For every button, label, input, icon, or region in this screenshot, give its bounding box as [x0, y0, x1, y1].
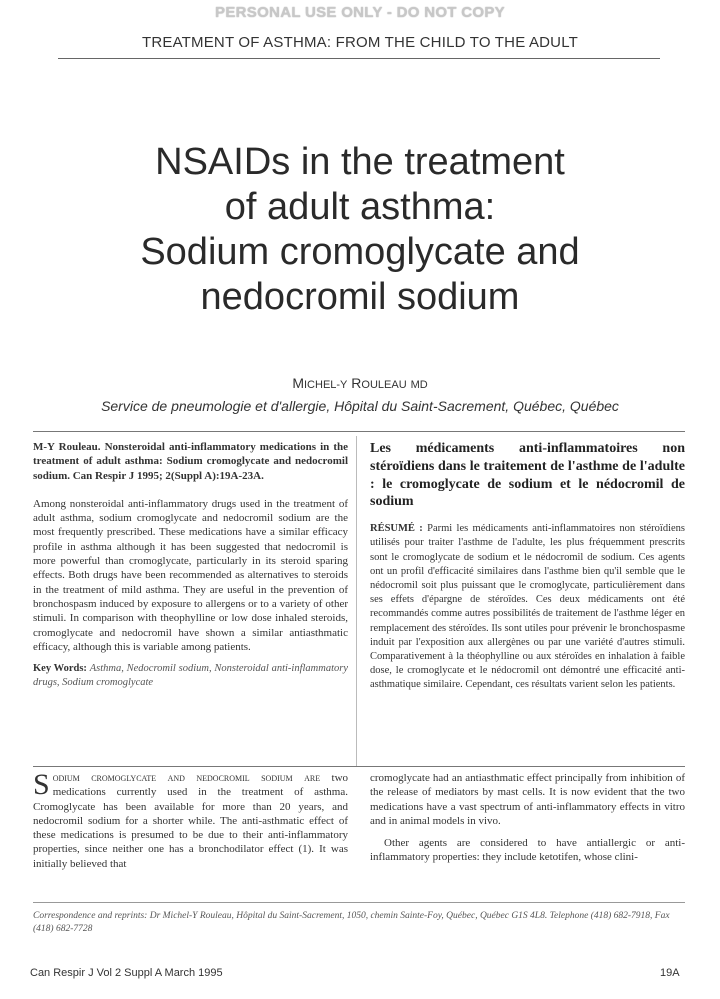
french-title: Les médicaments anti-inflammatoires non stéroïdiens dans le traitement de l'asthme de l'adulte : le cromoglycate de sodium et le nédocromil de sodium	[370, 441, 685, 510]
footer-journal: Can Respir J Vol 2 Suppl A March 1995	[30, 967, 223, 979]
resume-label: RÉSUMÉ :	[370, 523, 423, 535]
abstract-top-rule	[33, 431, 685, 432]
body-right-paragraph-1: cromoglycate had an antiasthmatic effect principally from inhibition of the release of mediators by mast cells. It is now evident that the two medications have a vast spectrum of anti-inflammatory effects in vitro and in animal models in vivo.	[370, 772, 685, 827]
title-line-3: Sodium cromoglycate and	[140, 231, 580, 273]
author-surname-lead: R	[351, 375, 362, 391]
author-given-lead: M	[292, 375, 304, 391]
affiliation: Service de pneumologie et d'allergie, Hôpital du Saint-Sacrement, Québec, Québec	[101, 398, 619, 414]
body-lead-in: odium cromoglycate and nedocromil sodium are	[52, 772, 321, 784]
header-rule	[58, 58, 660, 59]
correspondence-rule	[33, 902, 685, 903]
author-given-rest: ICHEL-Y	[304, 379, 348, 391]
keywords	[33, 662, 348, 691]
body-column-left	[33, 768, 349, 871]
abstract-body: Among nonsteroidal anti-inflammatory drugs used in the treatment of adult asthma, sodium cromoglycate and nedocromil sodium are the most frequently prescribed. These medications have a similar efficacy profile in asthma although it has been suggested that nedocromil is more powerful than cromoglycate, particularly in its steroid sparing effects. Both drugs have been recommended as alternatives to steroids in the treatment of mild asthma. They are useful in the prevention of bronchospasm induced by exposure to allergens or to a variety of other stimuli. In comparison with theophylline or low dose inhaled steroids, cromoglycate and nedocromil have shown a similar antiasthmatic efficacy, although this is variable among patients.	[33, 497, 348, 653]
resume-text: Parmi les médicaments anti-inflammatoires non stéroïdiens utilisés pour traiter l'asthme de l'adulte, les plus fréquemment prescrits sont le cromoglycate de sodium et le nédocromil de sodium. Ces agents ont un profil d'efficacité similaires dans l'asthme bien qu'il semble que le nédocromil soit plus puissant que le cromoglycate, particulièrement dans ses effets d'épargne de stéroïdes. Ces deux médicaments ont été recommandés comme autres possibilités de traitement de l'asthme léger en remplacement des stéroïdes. Ils sont utiles pour prévenir le bronchospasme induit par l'exposition aux allergènes ou par une variété d'autres stimuli. Comparativement à la théophylline ou aux stéroïdes en inhalation à faible dose, le cromoglycate et le nédocromil ont démontré une efficacité anti-asthmatique similaire. Cependant, ces résultats varient selon les patients.	[370, 523, 685, 691]
author-degree: MD	[410, 379, 428, 391]
footer-page-number: 19A	[660, 967, 680, 979]
body-right-paragraph-2: Other agents are considered to have antiallergic or anti-inflammatory properties: they include ketotifen, whose clini-	[370, 837, 685, 864]
correspondence: Correspondence and reprints: Dr Michel-Y Rouleau, Hôpital du Saint-Sacrement, 1050, chemin Sainte-Foy, Québec, Québec G1S 4L8. Telephone (418) 682-7918, Fax (418) 682-7728	[33, 911, 670, 934]
resume-body	[370, 522, 685, 692]
keywords-label: Key Words:	[33, 663, 87, 675]
title-line-1: NSAIDs in the treatment	[155, 141, 565, 183]
title-line-2: of adult asthma:	[224, 186, 496, 228]
title-line-4: nedocromil sodium	[200, 276, 520, 318]
watermark: PERSONAL USE ONLY - DO NOT COPY	[215, 4, 505, 21]
body-column-right	[370, 771, 685, 865]
author-surname-rest: OULEAU	[361, 379, 407, 391]
author-line	[60, 375, 660, 391]
abstract-column-divider	[356, 436, 357, 766]
drop-cap: S	[33, 768, 50, 801]
abstract-bottom-rule	[33, 766, 685, 767]
abstract-english	[33, 440, 348, 691]
article-title	[60, 140, 660, 320]
abstract-french	[370, 440, 685, 693]
keywords-list: Asthma, Nedocromil sodium, Nonsteroidal anti-inflammatory drugs, Sodium cromoglycate	[33, 663, 349, 689]
abstract-citation: M-Y Rouleau. Nonsteroidal anti-inflammatory medications in the treatment of adult asthma: Sodium cromoglycate and nedocromil sodium. Can Respir J 1995; 2(Suppl A):19A-23A.	[33, 441, 348, 482]
running-head: TREATMENT OF ASTHMA: FROM THE CHILD TO THE ADULT	[141, 34, 579, 51]
body-left-text: two medications currently used in the treatment of asthma. Cromoglycate has been available for more than 20 years, and nedocromil sodium for a shorter while. The anti-asthmatic effect of these medications is presumed to be due to their anti-inflammatory properties, since neither one has a bronchodilator effect (1). It was initially believed that	[33, 772, 349, 870]
